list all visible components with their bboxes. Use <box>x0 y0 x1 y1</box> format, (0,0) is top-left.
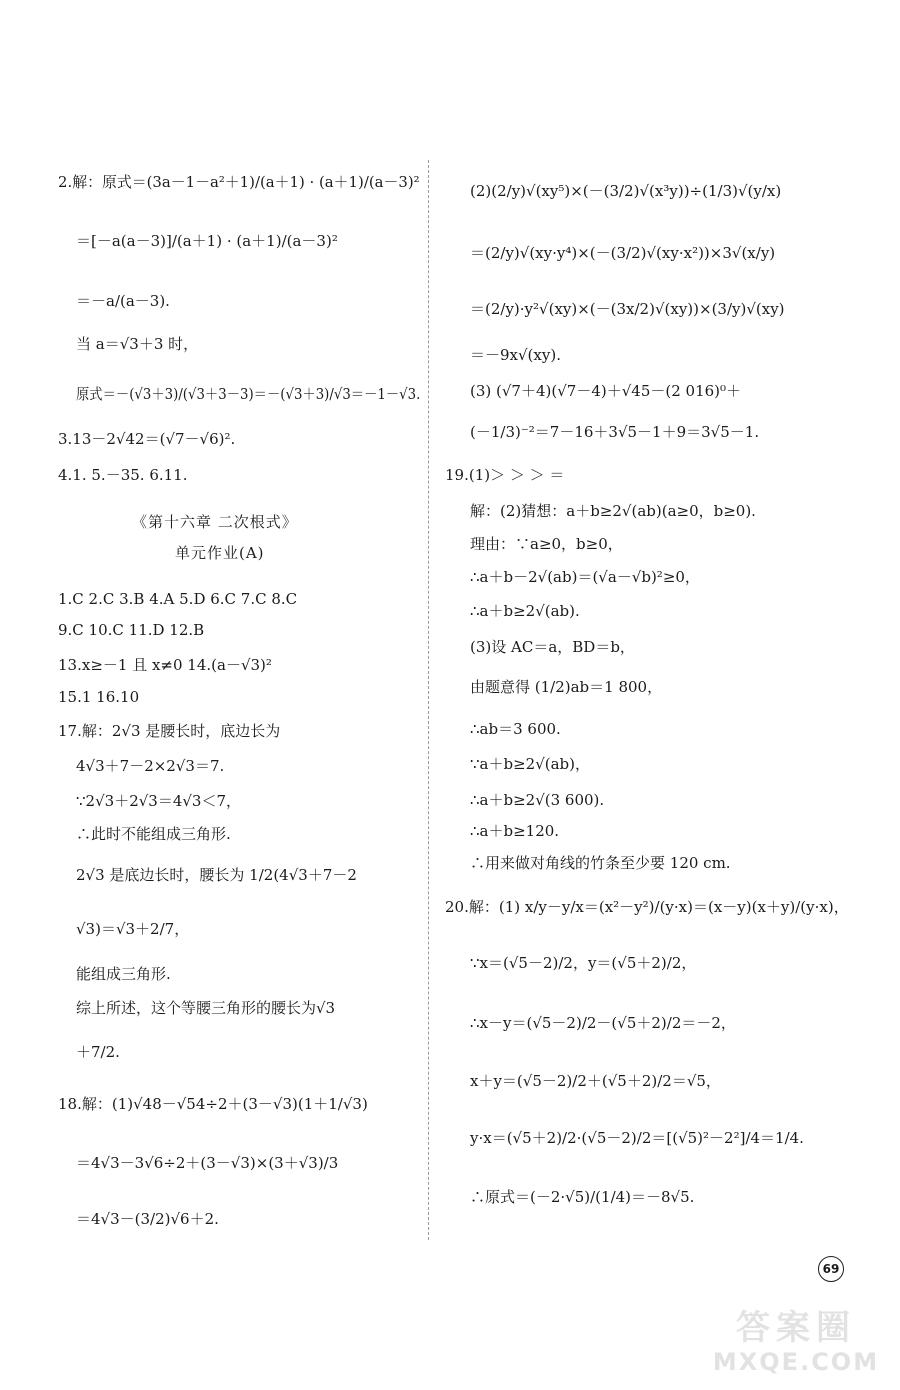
answer-line: 1.C 2.C 3.B 4.A 5.D 6.C 7.C 8.C <box>58 590 298 608</box>
answer-line: 9.C 10.C 11.D 12.B <box>58 621 205 639</box>
answer-line: 4√3＋7－2×2√3＝7. <box>76 757 225 775</box>
answer-line: ＝4√3－(3/2)√6＋2. <box>76 1210 219 1228</box>
answer-line: ∵x＝(√5－2)/2，y＝(√5＋2)/2， <box>470 954 697 972</box>
answer-line: ＝－9x√(xy). <box>470 346 561 364</box>
answer-line: (－1/3)⁻²＝7－16＋3√5－1＋9＝3√5－1. <box>470 423 760 441</box>
answer-line: ＝[－a(a－3)]/(a＋1) · (a＋1)/(a－3)² <box>76 232 338 250</box>
answer-line: 能组成三角形. <box>76 965 171 983</box>
answer-line: 2√3 是底边长时，腰长为 1/2(4√3＋7－2 <box>76 866 357 884</box>
answer-line: ∴a＋b≥120. <box>470 822 560 840</box>
answer-line: 4.1. 5.－35. 6.11. <box>58 466 188 484</box>
answer-line: y·x＝(√5＋2)/2·(√5－2)/2＝[(√5)²－2²]/4＝1/4. <box>470 1129 804 1147</box>
watermark-url: MXQE.COM <box>712 1348 880 1376</box>
answer-line: √3)＝√3＋2/7， <box>76 920 190 938</box>
answer-line: ∴原式＝(－2·√5)/(1/4)＝－8√5. <box>470 1188 695 1206</box>
answer-line: ∵2√3＋2√3＝4√3＜7， <box>76 792 242 810</box>
answer-line: 20.解：(1) x/y－y/x＝(x²－y²)/(y·x)＝(x－y)(x＋y)/(y·x)， <box>445 898 849 916</box>
answer-line: ∴a＋b－2√(ab)＝(√a－√b)²≥0， <box>470 568 700 586</box>
watermark-mark: 答案圈 <box>736 1308 856 1348</box>
answer-line: 原式＝－(√3＋3)/(√3＋3－3)＝－(√3＋3)/√3＝－1－√3. <box>76 385 421 403</box>
answer-line: ＋7/2. <box>76 1043 120 1061</box>
answer-line: ＝4√3－3√6÷2＋(3－√3)×(3＋√3)/3 <box>76 1154 339 1172</box>
answer-line: ∴ab＝3 600. <box>470 720 561 738</box>
answer-line: ＝(2/y)·y²√(xy)×(－(3x/2)√(xy))×(3/y)√(xy) <box>470 300 785 318</box>
answer-line: 由题意得 (1/2)ab＝1 800， <box>470 678 663 696</box>
answer-line: (2)(2/y)√(xy⁵)×(－(3/2)√(x³y))÷(1/3)√(y/x) <box>470 182 782 200</box>
page-number: 69 <box>818 1256 844 1282</box>
answer-line: 15.1 16.10 <box>58 688 140 706</box>
answer-line: ∴此时不能组成三角形. <box>76 825 231 843</box>
answer-line: ∴x－y＝(√5－2)/2－(√5＋2)/2＝－2， <box>470 1014 736 1032</box>
answer-line: ∴a＋b≥2√(ab). <box>470 602 580 620</box>
column-divider <box>428 160 429 1240</box>
answer-line: 理由：∵a≥0，b≥0， <box>470 535 623 553</box>
answer-line: 19.(1)＞ ＞ ＞ ＝ <box>445 466 565 484</box>
answer-line: (3) (√7＋4)(√7－4)＋√45－(2 016)⁰＋ <box>470 382 742 400</box>
answer-line: 18.解：(1)√48－√54÷2＋(3－√3)(1＋1/√3) <box>58 1095 368 1113</box>
answer-line: 解：(2)猜想：a＋b≥2√(ab)(a≥0，b≥0). <box>470 502 756 520</box>
chapter-title: 《第十六章 二次根式》 <box>132 513 298 531</box>
answer-line: ＝－a/(a－3). <box>76 292 170 310</box>
answer-line: 17.解：2√3 是腰长时，底边长为 <box>58 722 281 740</box>
answer-line: ∴用来做对角线的竹条至少要 120 cm. <box>470 854 731 872</box>
answer-line: ∵a＋b≥2√(ab)， <box>470 755 591 773</box>
answer-line: 2.解：原式＝(3a－1－a²＋1)/(a＋1) · (a＋1)/(a－3)² <box>58 173 420 191</box>
answer-line: 13.x≥－1 且 x≠0 14.(a－√3)² <box>58 656 272 674</box>
answer-line: 当 a＝√3＋3 时， <box>76 335 199 353</box>
answer-line: 3.13－2√42＝(√7－√6)². <box>58 430 236 448</box>
answer-line: ∴a＋b≥2√(3 600). <box>470 791 605 809</box>
answer-line: ＝(2/y)√(xy·y⁴)×(－(3/2)√(xy·x²))×3√(x/y) <box>470 244 776 262</box>
answer-line: x＋y＝(√5－2)/2＋(√5＋2)/2＝√5， <box>470 1072 721 1090</box>
watermark-logo <box>698 1308 894 1380</box>
answer-line: 综上所述，这个等腰三角形的腰长为√3 <box>76 999 336 1017</box>
answer-line: (3)设 AC＝a，BD＝b， <box>470 638 635 656</box>
section-title: 单元作业(A) <box>175 544 265 562</box>
